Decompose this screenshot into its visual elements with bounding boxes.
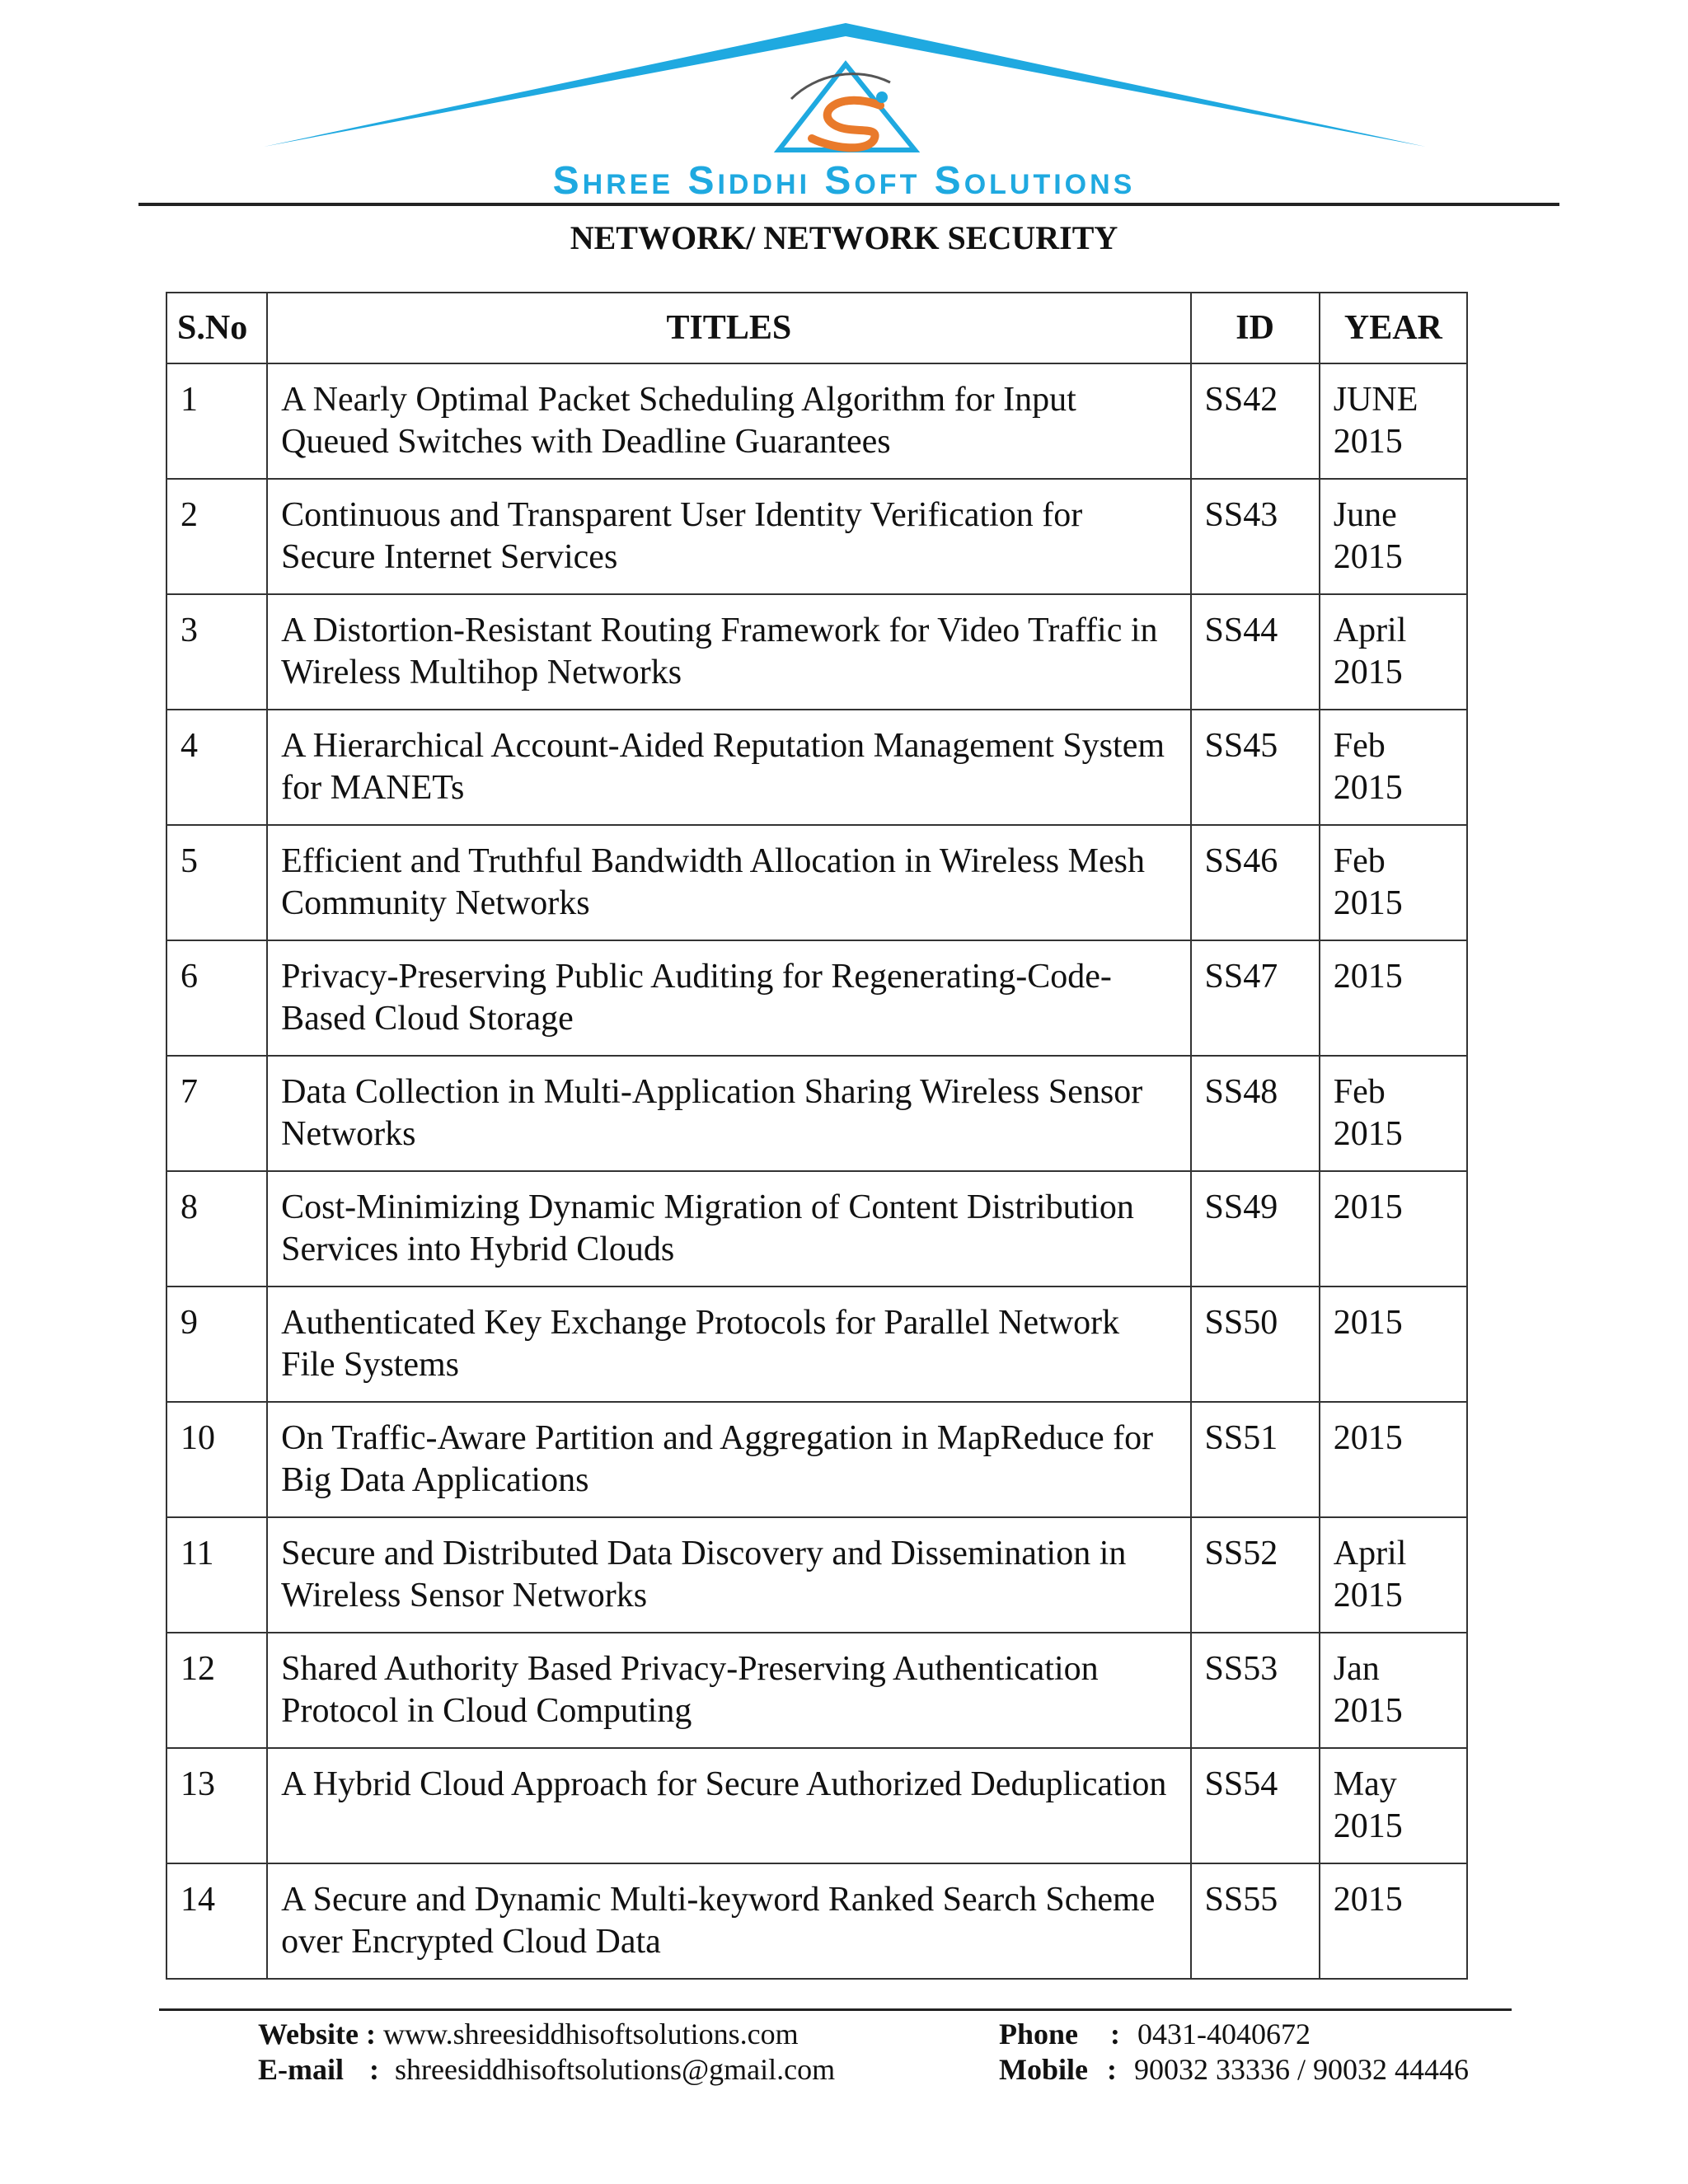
cell-id: SS54 (1191, 1748, 1320, 1863)
cell-year: 2015 (1320, 940, 1467, 1056)
cell-year: 2015 (1320, 1286, 1467, 1402)
mobile-label: Mobile (999, 2053, 1088, 2086)
cell-sno: 1 (166, 363, 267, 479)
projects-table (166, 292, 1468, 1980)
table-body (166, 363, 1467, 1979)
mobile-separator: : (1106, 2053, 1117, 2086)
cell-sno: 9 (166, 1286, 267, 1402)
cell-id: SS46 (1191, 825, 1320, 940)
table-row (166, 1286, 1467, 1402)
header-id: ID (1191, 293, 1320, 363)
cell-id: SS43 (1191, 479, 1320, 594)
table-row (166, 1402, 1467, 1517)
cell-sno: 5 (166, 825, 267, 940)
footer-phone (999, 2016, 1311, 2052)
cell-sno: 8 (166, 1171, 267, 1286)
cell-id: SS47 (1191, 940, 1320, 1056)
cell-title: A Hierarchical Account-Aided Reputation Management System for MANETs (267, 710, 1190, 825)
logo-triangle (779, 64, 915, 150)
cell-title: Efficient and Truthful Bandwidth Allocation in Wireless Mesh Community Networks (267, 825, 1190, 940)
cell-sno: 7 (166, 1056, 267, 1171)
cell-title: Data Collection in Multi-Application Sharing Wireless Sensor Networks (267, 1056, 1190, 1171)
cell-id: SS49 (1191, 1171, 1320, 1286)
cell-id: SS51 (1191, 1402, 1320, 1517)
cell-sno: 10 (166, 1402, 267, 1517)
cell-title: Privacy-Preserving Public Auditing for Regenerating-Code-Based Cloud Storage (267, 940, 1190, 1056)
table-row (166, 1863, 1467, 1979)
cell-sno: 12 (166, 1633, 267, 1748)
cell-year: April 2015 (1320, 594, 1467, 710)
footer-mobile (999, 2051, 1469, 2088)
document-title: NETWORK/ NETWORK SECURITY (570, 219, 1118, 256)
cell-title: A Nearly Optimal Packet Scheduling Algorithm for Input Queued Switches with Deadline Guarantees (267, 363, 1190, 479)
cell-title: Shared Authority Based Privacy-Preserving Authentication Protocol in Cloud Computing (267, 1633, 1190, 1748)
table-row (166, 1056, 1467, 1171)
cell-year: Feb 2015 (1320, 710, 1467, 825)
footer-website (258, 2016, 799, 2052)
cell-title: A Distortion-Resistant Routing Framework for Video Traffic in Wireless Multihop Networks (267, 594, 1190, 710)
table-row (166, 479, 1467, 594)
cell-year: Jan 2015 (1320, 1633, 1467, 1748)
company-name: Shree Siddhi Soft Solutions (552, 159, 1136, 203)
email-value[interactable]: shreesiddhisoftsolutions@gmail.com (395, 2053, 836, 2086)
cell-id: SS45 (1191, 710, 1320, 825)
cell-title: A Secure and Dynamic Multi-keyword Ranked Search Scheme over Encrypted Cloud Data (267, 1863, 1190, 1979)
cell-sno: 4 (166, 710, 267, 825)
cell-year: April 2015 (1320, 1517, 1467, 1633)
cell-sno: 2 (166, 479, 267, 594)
cell-id: SS55 (1191, 1863, 1320, 1979)
logo-dot (876, 91, 888, 103)
website-value[interactable]: www.shreesiddhisoftsolutions.com (382, 2018, 799, 2050)
table-row (166, 1517, 1467, 1633)
cell-year: 2015 (1320, 1402, 1467, 1517)
table-row (166, 363, 1467, 479)
table-row (166, 1633, 1467, 1748)
logo-arc (791, 74, 890, 99)
cell-sno: 11 (166, 1517, 267, 1633)
mobile-value: 90032 33336 / 90032 44446 (1133, 2053, 1469, 2086)
cell-title: On Traffic-Aware Partition and Aggregation in MapReduce for Big Data Applications (267, 1402, 1190, 1517)
phone-label: Phone (999, 2018, 1079, 2050)
phone-value: 0431-4040672 (1137, 2018, 1311, 2050)
website-label: Website : (258, 2018, 376, 2050)
cell-title: Cost-Minimizing Dynamic Migration of Content Distribution Services into Hybrid Clouds (267, 1171, 1190, 1286)
header-titles: TITLES (267, 293, 1190, 363)
table-row (166, 1748, 1467, 1863)
footer-divider (159, 2008, 1512, 2011)
cell-sno: 14 (166, 1863, 267, 1979)
logo-swoosh (812, 101, 880, 148)
cell-year: Feb 2015 (1320, 1056, 1467, 1171)
cell-id: SS52 (1191, 1517, 1320, 1633)
cell-title: A Hybrid Cloud Approach for Secure Authorized Deduplication (267, 1748, 1190, 1863)
table-row (166, 1171, 1467, 1286)
cell-sno: 13 (166, 1748, 267, 1863)
table-row (166, 594, 1467, 710)
email-label: E-mail (258, 2053, 344, 2086)
cell-title: Authenticated Key Exchange Protocols for Parallel Network File Systems (267, 1286, 1190, 1402)
table-row (166, 940, 1467, 1056)
cell-year: JUNE 2015 (1320, 363, 1467, 479)
table-row (166, 825, 1467, 940)
cell-sno: 3 (166, 594, 267, 710)
header-divider (138, 203, 1559, 206)
cell-id: SS53 (1191, 1633, 1320, 1748)
cell-id: SS50 (1191, 1286, 1320, 1402)
cell-year: May 2015 (1320, 1748, 1467, 1863)
phone-separator: : (1110, 2018, 1121, 2050)
table-row (166, 710, 1467, 825)
header-sno: S.No (166, 293, 267, 363)
cell-title: Continuous and Transparent User Identity Verification for Secure Internet Services (267, 479, 1190, 594)
header-year: YEAR (1320, 293, 1467, 363)
cell-id: SS48 (1191, 1056, 1320, 1171)
cell-year: Feb 2015 (1320, 825, 1467, 940)
cell-sno: 6 (166, 940, 267, 1056)
cell-id: SS44 (1191, 594, 1320, 710)
table-header-row (166, 293, 1467, 363)
footer-email (258, 2051, 835, 2088)
cell-year: 2015 (1320, 1863, 1467, 1979)
cell-year: June 2015 (1320, 479, 1467, 594)
cell-id: SS42 (1191, 363, 1320, 479)
email-separator: : (369, 2053, 379, 2086)
cell-title: Secure and Distributed Data Discovery and Dissemination in Wireless Sensor Networks (267, 1517, 1190, 1633)
cell-year: 2015 (1320, 1171, 1467, 1286)
